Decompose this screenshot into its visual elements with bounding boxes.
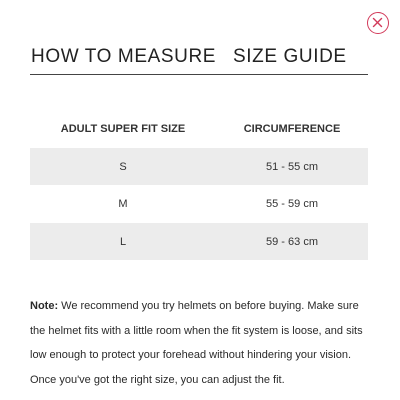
- circumference-cell: 51 - 55 cm: [216, 148, 368, 185]
- tab-how-to-measure[interactable]: [30, 42, 217, 75]
- tab-how-to-measure-label: HOW TO MEASURE: [31, 46, 217, 67]
- circumference-cell: 55 - 59 cm: [216, 185, 368, 223]
- table-header-row: [30, 110, 368, 148]
- table-row: [30, 185, 368, 223]
- size-cell: M: [30, 185, 216, 223]
- size-table: [30, 110, 368, 260]
- tab-size-guide[interactable]: [199, 42, 368, 75]
- fit-note: [30, 294, 370, 392]
- tab-size-guide-label: SIZE GUIDE: [233, 46, 347, 67]
- close-icon: [368, 13, 387, 32]
- note-label: Note:: [30, 300, 59, 312]
- size-cell: S: [30, 148, 216, 185]
- table-row: [30, 223, 368, 260]
- tab-bar: [30, 42, 368, 75]
- note-text: We recommend you try helmets on before buying. Make sure the helmet fits with a little room when the fit system is loose, and sits low enough to protect your forehead without hindering your vision. Once you've got the right size, you can adjust the fit.: [30, 300, 363, 386]
- close-button[interactable]: [367, 12, 389, 34]
- table-row: [30, 148, 368, 185]
- size-cell: L: [30, 223, 216, 260]
- circumference-cell: 59 - 63 cm: [216, 223, 368, 260]
- column-header-circumference: CIRCUMFERENCE: [243, 123, 341, 135]
- column-header-size: ADULT SUPER FIT SIZE: [60, 123, 186, 135]
